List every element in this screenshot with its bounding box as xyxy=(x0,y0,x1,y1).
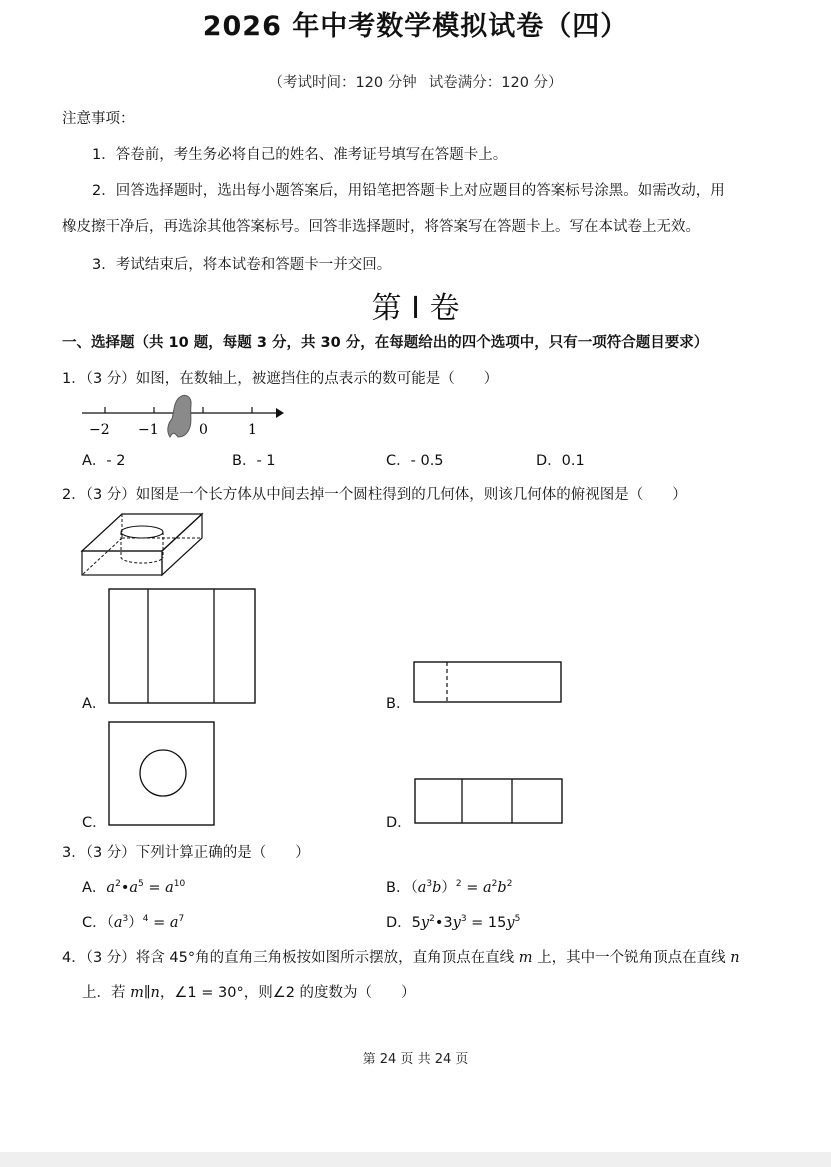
tick-label-1: 1 xyxy=(248,422,257,438)
bottom-bar xyxy=(0,1152,831,1167)
q1-option-d: D．0.1 xyxy=(536,453,585,469)
page-number: 第 24 页 共 24 页 xyxy=(362,1052,469,1067)
note-item-2: 2．回答选择题时，选出每小题答案后，用铅笔把答题卡上对应题目的答案标号涂黑。如需改动，用 xyxy=(92,183,725,199)
q1-option-b: B．- 1 xyxy=(232,453,276,469)
exam-info xyxy=(0,71,831,92)
note-item-3: 3．考试结束后，将本试卷和答题卡一并交回。 xyxy=(92,257,392,273)
number-line-arrow xyxy=(276,408,284,418)
note-item-1: 1．答卷前，考生务必将自己的姓名、准考证号填写在答题卡上。 xyxy=(92,147,508,163)
full-score: 试卷满分：120 分） xyxy=(428,75,563,91)
q2-option-b-figure xyxy=(413,661,563,705)
q1-stem: 1．（3 分）如图，在数轴上，被遮挡住的点表示的数可能是（ ） xyxy=(62,371,499,387)
q2-option-b: B． xyxy=(386,696,411,712)
q3-option-a: A．$a^2•a^5 = a^{10}$ xyxy=(82,879,186,896)
q1-option-c: C．- 0.5 xyxy=(386,453,444,469)
q3-stem: 3．（3 分）下列计算正确的是（ ） xyxy=(62,845,310,861)
section-subtitle: 一、选择题（共 10 题，每题 3 分，共 30 分，在每题给出的四个选项中，只有一项符合题目要求） xyxy=(62,335,709,351)
number-line-figure xyxy=(78,393,298,443)
tick-label-minus1: −1 xyxy=(138,422,159,438)
tick-label-0: 0 xyxy=(199,422,208,438)
q4-line-1: 4．（3 分）将含 45°角的直角三角板按如图所示摆放，直角顶点在直线 m 上，其中一个锐角顶点在直线 n xyxy=(62,950,740,966)
q3-option-c: C．$(a^3)^4 = a^7$ xyxy=(82,914,185,931)
section-title: 第 I 卷 xyxy=(371,291,460,326)
q4-line-2: 上．若 m∥n，∠1 = 30°，则∠2 的度数为（ ） xyxy=(82,985,416,1001)
notes-heading: 注意事项： xyxy=(62,111,135,127)
exam-time: （考试时间：120 分钟 xyxy=(268,75,417,91)
cuboid-figure xyxy=(80,510,210,580)
q2-option-d: D． xyxy=(386,815,412,831)
q2-option-c-figure xyxy=(108,721,218,827)
q2-option-d-figure xyxy=(414,778,566,826)
q2-stem: 2．（3 分）如图是一个长方体从中间去掉一个圆柱得到的几何体，则该几何体的俯视图是（ ） xyxy=(62,487,687,503)
q3-option-b: B．$(a^3b)^2 = a^2b^2$ xyxy=(386,879,513,896)
q3-option-d: D．$5y^2•3y^3 = 15y^5$ xyxy=(386,914,521,931)
q1-option-a: A．- 2 xyxy=(82,453,126,469)
tick-label-minus2: −2 xyxy=(89,422,110,438)
page-title: 2026 年中考数学模拟试卷（四） xyxy=(202,11,629,42)
note-item-2-cont: 橡皮擦干净后，再选涂其他答案标号。回答非选择题时，将答案写在答题卡上。写在本试卷上无效。 xyxy=(62,219,700,235)
q2-option-a-figure xyxy=(108,588,258,706)
q2-option-c: C． xyxy=(82,815,107,831)
covering-hand-icon xyxy=(168,395,191,437)
q2-option-a: A． xyxy=(82,696,107,712)
